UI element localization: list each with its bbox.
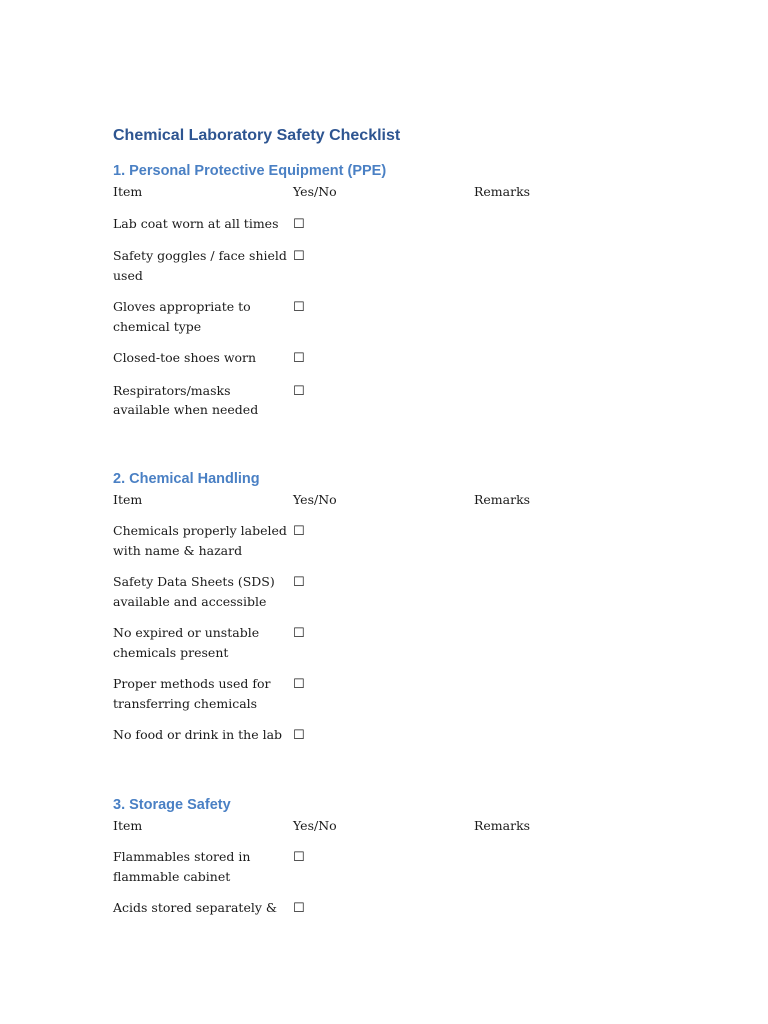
remarks-cell[interactable] <box>474 381 655 432</box>
column-header-item: Item <box>113 491 143 507</box>
column-header-item: Item <box>113 817 143 833</box>
remarks-cell[interactable] <box>474 847 655 898</box>
item-label: Closed-toe shoes worn <box>113 350 257 365</box>
section-title: 3. Storage Safety <box>113 796 231 813</box>
section-storage-safety <box>113 794 655 931</box>
table-row <box>113 674 655 725</box>
section-ppe <box>113 160 655 432</box>
remarks-cell[interactable] <box>474 725 655 758</box>
yes-no-checkbox[interactable]: ☐ <box>293 216 305 232</box>
item-label: Safety goggles / face shield used <box>113 248 287 283</box>
remarks-cell[interactable] <box>474 246 655 297</box>
column-header-remarks: Remarks <box>474 491 531 507</box>
yes-no-checkbox[interactable]: ☐ <box>293 677 305 692</box>
remarks-cell[interactable] <box>474 898 655 931</box>
column-header-remarks: Remarks <box>474 184 531 199</box>
item-label: Lab coat worn at all times <box>113 215 279 231</box>
yes-no-checkbox[interactable]: ☐ <box>293 383 305 399</box>
item-label: Flammables stored in flammable cabinet <box>113 849 251 884</box>
column-header-item: Item <box>113 184 143 199</box>
remarks-cell[interactable] <box>474 521 655 572</box>
table-row <box>113 847 655 898</box>
table-row <box>113 348 655 381</box>
remarks-cell[interactable] <box>474 572 655 623</box>
yes-no-checkbox[interactable]: ☐ <box>293 300 305 315</box>
section-chemical-handling <box>113 468 655 758</box>
yes-no-checkbox[interactable]: ☐ <box>293 575 305 590</box>
table-header-row <box>113 182 655 214</box>
item-label: No expired or unstable chemicals present <box>113 625 260 660</box>
item-label: Acids stored separately & <box>113 900 278 915</box>
table-row <box>113 623 655 674</box>
table-header-row <box>113 490 655 522</box>
table-row <box>113 214 655 247</box>
item-label: Respirators/masks available when needed <box>113 382 259 417</box>
section-title: 2. Chemical Handling <box>113 470 260 487</box>
document-title: Chemical Laboratory Safety Checklist <box>113 127 401 144</box>
remarks-cell[interactable] <box>474 348 655 381</box>
item-label: Chemicals properly labeled with name & hazard <box>113 523 287 558</box>
column-header-yes-no: Yes/No <box>293 491 337 507</box>
yes-no-checkbox[interactable]: ☐ <box>293 728 305 743</box>
column-header-yes-no: Yes/No <box>293 817 337 833</box>
yes-no-checkbox[interactable]: ☐ <box>293 850 305 865</box>
checklist-table <box>113 182 655 432</box>
table-row <box>113 246 655 297</box>
remarks-cell[interactable] <box>474 674 655 725</box>
yes-no-checkbox[interactable]: ☐ <box>293 524 305 539</box>
table-row <box>113 297 655 348</box>
remarks-cell[interactable] <box>474 623 655 674</box>
table-row <box>113 572 655 623</box>
table-row <box>113 521 655 572</box>
column-header-remarks: Remarks <box>474 817 531 833</box>
item-label: Safety Data Sheets (SDS) available and accessible <box>113 574 275 609</box>
checklist-table <box>113 490 655 758</box>
checklist-table <box>113 816 655 931</box>
yes-no-checkbox[interactable]: ☐ <box>293 351 305 366</box>
yes-no-checkbox[interactable]: ☐ <box>293 249 305 264</box>
remarks-cell[interactable] <box>474 297 655 348</box>
remarks-cell[interactable] <box>474 214 655 247</box>
item-label: Proper methods used for transferring chemicals <box>113 676 271 711</box>
item-label: No food or drink in the lab <box>113 727 283 742</box>
column-header-yes-no: Yes/No <box>293 184 337 199</box>
table-row <box>113 381 655 432</box>
yes-no-checkbox[interactable]: ☐ <box>293 626 305 641</box>
table-row <box>113 898 655 931</box>
yes-no-checkbox[interactable]: ☐ <box>293 901 305 916</box>
section-title: 1. Personal Protective Equipment (PPE) <box>113 163 387 179</box>
table-header-row <box>113 816 655 848</box>
table-row <box>113 725 655 758</box>
item-label: Gloves appropriate to chemical type <box>113 299 251 334</box>
